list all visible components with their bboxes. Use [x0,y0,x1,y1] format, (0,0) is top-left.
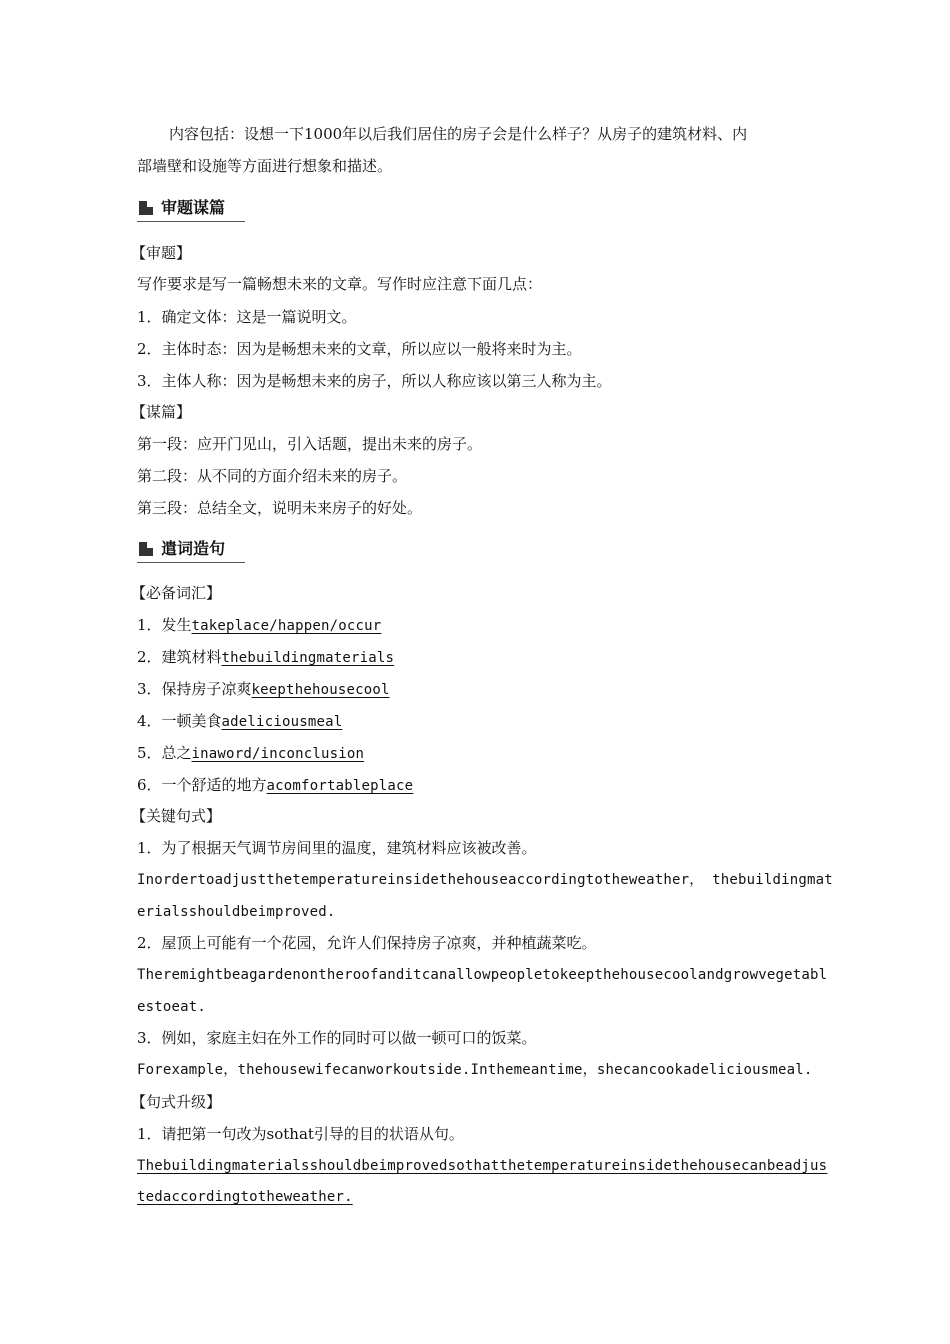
paragraph-plan-2: 第二段：从不同的方面介绍未来的房子。 [137,467,408,485]
intro-line-2: 部墙壁和设施等方面进行想象和描述。 [137,157,393,175]
vocab-cn: 4．一顿美食 [137,712,222,730]
section-heading-shenti-moupian [137,197,245,222]
shenti-point-2: 2．主体时态：因为是畅想未来的文章，所以应以一般将来时为主。 [137,340,582,358]
vocab-item [137,711,342,732]
vocab-item [137,679,390,700]
vocab-en: inaword/inconclusion [191,746,365,762]
vocab-en: acomfortableplace [266,778,414,794]
label-upgrade: 【句式升级】 [131,1093,222,1111]
vocab-cn: 3．保持房子凉爽 [137,680,252,698]
key-sentence-cn: 3．例如，家庭主妇在外工作的同时可以做一顿可口的饭菜。 [137,1029,537,1047]
label-shenti: 【审题】 [131,244,192,262]
section-square-icon [139,201,153,215]
paragraph-plan-1: 第一段：应开门见山，引入话题，提出未来的房子。 [137,435,483,453]
paragraph-plan-3: 第三段：总结全文，说明未来房子的好处。 [137,499,423,517]
shenti-point-3: 3．主体人称：因为是畅想未来的房子，所以人称应该以第三人称为主。 [137,372,612,390]
vocab-en: adeliciousmeal [221,714,343,730]
label-vocab: 【必备词汇】 [131,584,222,602]
section-title: 遣词造句 [161,539,226,558]
vocab-item [137,743,364,764]
label-key-sentences: 【关键句式】 [131,807,222,825]
key-sentence-cn: 2．屋顶上可能有一个花园，允许人们保持房子凉爽，并种植蔬菜吃。 [137,934,597,952]
upgrade-answer: Thebuildingmaterialsshouldbeimprovedsothatthetemperatureinsidethehousecanbeadjus [137,1158,828,1174]
vocab-item [137,775,413,796]
label-moupian: 【谋篇】 [131,403,192,421]
key-sentence-en: Inordertoadjustthetemperatureinsidethehouseaccordingtotheweather， thebuildingmat [137,872,833,888]
vocab-en: keepthehousecool [251,682,390,698]
intro-line-1: 内容包括：设想一下1000年以后我们居住的房子会是什么样子？从房子的建筑材料、内 [169,125,748,143]
key-sentence-en: Forexample，thehousewifecanworkoutside.Inthemeantime，shecancookadeliciousmeal. [137,1062,813,1078]
key-sentence-cn: 1．为了根据天气调节房间里的温度，建筑材料应该被改善。 [137,839,537,857]
vocab-en: thebuildingmaterials [221,650,395,666]
vocab-item [137,615,381,636]
vocab-cn: 1．发生 [137,616,192,634]
vocab-cn: 5．总之 [137,744,192,762]
section-heading-qianci-zaoju [137,538,245,563]
section-title: 审题谋篇 [161,198,226,217]
shenti-intro: 写作要求是写一篇畅想未来的文章。写作时应注意下面几点： [137,275,543,293]
shenti-point-1: 1．确定文体：这是一篇说明文。 [137,308,357,326]
upgrade-instruction: 1．请把第一句改为sothat引导的目的状语从句。 [137,1125,464,1143]
vocab-cn: 6．一个舒适的地方 [137,776,267,794]
key-sentence-en: Theremightbeagardenontheroofanditcanallowpeopletokeepthehousecoolandgrowvegetabl [137,967,828,983]
vocab-en: takeplace/happen/occur [191,618,382,634]
section-square-icon [139,542,153,556]
vocab-cn: 2．建筑材料 [137,648,222,666]
upgrade-answer-cont: tedaccordingtotheweather. [137,1189,353,1205]
key-sentence-en-cont: estoeat. [137,999,207,1015]
key-sentence-en-cont: erialsshouldbeimproved. [137,904,336,920]
vocab-item [137,647,394,668]
